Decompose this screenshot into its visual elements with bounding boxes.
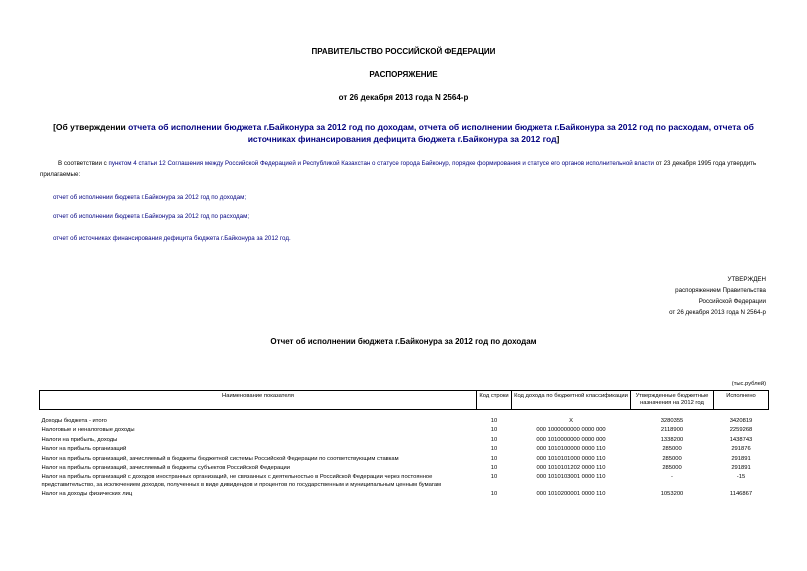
row-name: Налоговые и неналоговые доходы	[41, 427, 135, 434]
row-income-code: 000 1000000000 0000 000	[536, 427, 606, 434]
row-executed: 2259268	[729, 427, 753, 434]
col-header-line-code: Код строки	[477, 391, 512, 410]
table-row	[40, 426, 769, 435]
row-approved: 2118900	[660, 427, 684, 434]
document-subject	[30, 121, 777, 145]
subject-link[interactable]: отчета об исполнении бюджета г.Байконура за 2012 год по доходам, отчета об исполнении бюджета г.Байконура за 2012 год по расходам, отчета об источниках финансирования дефицита бюджета г.Байконура за 2012 год	[128, 122, 754, 144]
intro-suffix: от 23 декабря 1995 года утвердить прилагаемые:	[40, 160, 757, 178]
intro-prefix: В соответствии с	[58, 160, 109, 167]
document-date: от 26 декабря 2013 года N 2564-р	[338, 93, 469, 102]
row-approved: 285000	[662, 465, 682, 472]
row-income-code: 000 1010100000 0000 110	[536, 446, 606, 453]
table-row	[40, 490, 769, 499]
row-name: Налог на прибыль организаций с доходов иностранных организаций, не связанных с деятельностью в Российской Федерации через постоянное представительство, за исключением доходов, полученных в виде дивидендов и процентов по государственным и муниципальным ценным бумагам	[41, 474, 442, 488]
row-line-code: 10	[490, 436, 498, 443]
approval-stamp-line: Российской Федерации	[698, 298, 766, 305]
col-header-income-code: Код дохода по бюджетной классификации	[512, 391, 631, 410]
table-header-row	[40, 391, 769, 410]
row-name: Налог на прибыль организаций, зачисляемый в бюджеты субъектов Российской Федерации	[41, 465, 291, 472]
table-row	[40, 464, 769, 473]
income-table	[39, 390, 769, 500]
row-income-code: X	[569, 418, 573, 424]
row-income-code: 000 1010200001 0000 110	[536, 491, 606, 498]
row-name: Налог на прибыль организаций	[41, 446, 127, 453]
units-label: (тыс.рублей)	[731, 381, 766, 387]
intro-paragraph	[40, 158, 780, 180]
row-income-code: 000 1010000000 0000 000	[536, 436, 606, 443]
table-row	[40, 436, 769, 445]
row-executed: 291876	[731, 446, 751, 453]
row-line-code: 10	[490, 474, 498, 481]
col-header-approved: Утвержденные бюджетные назначения на 2012 год	[631, 391, 714, 410]
row-approved: 3280355	[660, 418, 684, 424]
col-header-executed: Исполнено	[714, 391, 769, 410]
row-executed: 291891	[731, 465, 751, 472]
row-approved: 1338200	[660, 436, 684, 443]
row-executed: -15	[736, 474, 746, 481]
approval-stamp-line: распоряжением Правительства	[675, 287, 766, 294]
row-line-code: 10	[490, 418, 498, 424]
link-expense-report[interactable]: отчет об исполнении бюджета г.Байконура за 2012 год по расходам;	[53, 213, 250, 220]
approval-stamp-title: УТВЕРЖДЕН	[727, 276, 766, 283]
approval-stamp-date: от 26 декабря 2013 года N 2564-р	[669, 309, 766, 316]
row-line-code: 10	[490, 446, 498, 453]
row-income-code: 000 1010101000 0000 110	[536, 455, 606, 462]
government-heading: ПРАВИТЕЛЬСТВО РОССИЙСКОЙ ФЕДЕРАЦИИ	[311, 47, 496, 56]
col-header-name: Наименование показателя	[40, 391, 477, 410]
row-approved: 285000	[662, 446, 682, 453]
row-name: Доходы бюджета - итого	[41, 418, 107, 424]
link-deficit-report[interactable]: отчет об источниках финансирования дефицита бюджета г.Байконура за 2012 год.	[53, 235, 291, 242]
row-executed: 3420819	[729, 418, 753, 424]
table-row	[40, 445, 769, 454]
row-line-code: 10	[490, 455, 498, 462]
row-name: Налог на доходы физических лиц	[41, 491, 133, 498]
agreement-link[interactable]: пунктом 4 статьи 12 Соглашения между Российской Федерацией и Республикой Казахстан о статусе города Байконур, порядке формирования и статусе его органов исполнительной власти	[108, 160, 655, 167]
document-type: РАСПОРЯЖЕНИЕ	[369, 70, 438, 79]
row-approved: 285000	[662, 455, 682, 462]
row-executed: 1438743	[729, 436, 753, 443]
row-income-code: 000 1010103001 0000 110	[536, 474, 606, 481]
row-executed: 291891	[731, 455, 751, 462]
table-row	[40, 417, 769, 426]
row-line-code: 10	[490, 491, 498, 498]
row-line-code: 10	[490, 427, 498, 434]
row-name: Налоги на прибыль, доходы	[41, 436, 118, 443]
report-title: Отчет об исполнении бюджета г.Байконура за 2012 год по доходам	[270, 337, 537, 346]
row-approved: 1053200	[660, 491, 684, 498]
table-row	[40, 473, 769, 490]
row-line-code: 10	[490, 465, 498, 472]
row-executed: 1146867	[729, 491, 753, 498]
row-income-code: 000 1010101202 0000 110	[536, 465, 606, 472]
link-income-report[interactable]: отчет об исполнении бюджета г.Байконура за 2012 год по доходам;	[53, 194, 247, 201]
row-approved: -	[671, 474, 673, 481]
table-row	[40, 455, 769, 464]
subject-open: [Об утверждении	[53, 122, 129, 132]
row-name: Налог на прибыль организаций, зачисляемый в бюджеты бюджетной системы Российской Федерации по соответствующим ставкам	[41, 455, 399, 462]
subject-close: ]	[556, 134, 560, 144]
